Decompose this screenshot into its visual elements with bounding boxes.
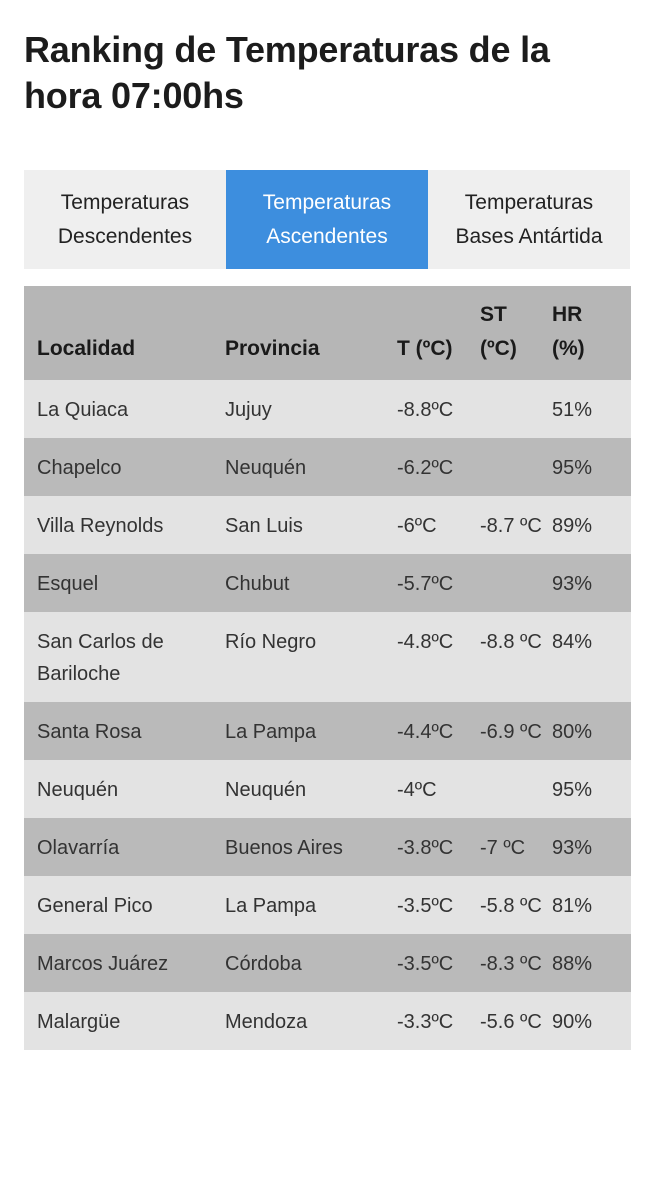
cell-provincia: Neuquén bbox=[225, 457, 307, 479]
table-body bbox=[24, 380, 631, 1050]
cell-sensacion-termica: -5.8 ºC bbox=[480, 895, 542, 917]
cell-humedad-relativa: 95% bbox=[552, 779, 593, 801]
table-header-row bbox=[24, 286, 631, 380]
cell-humedad-relativa: 90% bbox=[552, 1011, 593, 1033]
cell-sensacion-termica: -8.7 ºC bbox=[480, 515, 542, 537]
cell-sensacion-termica: -7 ºC bbox=[480, 837, 526, 859]
table-row bbox=[24, 818, 631, 876]
cell-temperature: -3.3ºC bbox=[397, 1011, 454, 1033]
cell-localidad: San Carlos de Bariloche bbox=[37, 631, 164, 685]
cell-temperature: -3.5ºC bbox=[397, 895, 454, 917]
cell-sensacion-termica: -8.8 ºC bbox=[480, 631, 542, 653]
cell-sensacion-termica bbox=[477, 380, 549, 438]
cell-provincia: Mendoza bbox=[225, 1011, 308, 1033]
column-header-humedad-relativa bbox=[549, 286, 631, 380]
cell-sensacion-termica: -8.3 ºC bbox=[480, 953, 542, 975]
cell-humedad-relativa: 95% bbox=[552, 457, 593, 479]
tab-label: Temperaturas Bases Antártida bbox=[455, 190, 603, 248]
cell-temperature: -5.7ºC bbox=[397, 573, 454, 595]
cell-temperature: -3.8ºC bbox=[397, 837, 454, 859]
column-header-hr-label: HR (%) bbox=[552, 303, 585, 360]
page-title: Ranking de Temperaturas de la hora 07:00hs bbox=[24, 29, 550, 116]
cell-humedad-relativa: 93% bbox=[552, 837, 593, 859]
cell-temperature: -3.5ºC bbox=[397, 953, 454, 975]
cell-localidad: Marcos Juárez bbox=[37, 953, 169, 975]
column-header-provincia: Provincia bbox=[225, 337, 320, 360]
cell-provincia: Jujuy bbox=[225, 399, 272, 421]
cell-humedad-relativa: 51% bbox=[552, 399, 593, 421]
cell-humedad-relativa: 84% bbox=[552, 631, 593, 653]
table-header bbox=[24, 286, 631, 380]
ranking-table bbox=[24, 286, 631, 1050]
table-row bbox=[24, 380, 631, 438]
table-row bbox=[24, 612, 631, 702]
cell-humedad-relativa: 89% bbox=[552, 515, 593, 537]
cell-localidad: Esquel bbox=[37, 573, 99, 595]
tab-label: Temperaturas Ascendentes bbox=[262, 190, 392, 248]
cell-humedad-relativa: 80% bbox=[552, 721, 593, 743]
table-row bbox=[24, 760, 631, 818]
cell-temperature: -4.4ºC bbox=[397, 721, 454, 743]
table-row bbox=[24, 702, 631, 760]
table-row bbox=[24, 934, 631, 992]
cell-temperature: -6.2ºC bbox=[397, 457, 454, 479]
cell-provincia: Córdoba bbox=[225, 953, 302, 975]
cell-sensacion-termica: -6.9 ºC bbox=[480, 721, 542, 743]
table-row bbox=[24, 554, 631, 612]
table-row bbox=[24, 992, 631, 1050]
cell-provincia: Chubut bbox=[225, 573, 290, 595]
cell-provincia: Río Negro bbox=[225, 631, 317, 653]
column-header-sensacion-termica bbox=[477, 286, 549, 380]
cell-sensacion-termica bbox=[477, 438, 549, 496]
cell-sensacion-termica bbox=[477, 554, 549, 612]
cell-sensacion-termica: -5.6 ºC bbox=[480, 1011, 542, 1033]
cell-localidad: Chapelco bbox=[37, 457, 122, 479]
cell-provincia: Neuquén bbox=[225, 779, 307, 801]
cell-temperature: -4ºC bbox=[397, 779, 437, 801]
cell-localidad: Neuquén bbox=[37, 779, 119, 801]
cell-humedad-relativa: 88% bbox=[552, 953, 593, 975]
tab-temperaturas-ascendentes[interactable] bbox=[226, 170, 428, 269]
cell-localidad: Villa Reynolds bbox=[37, 515, 164, 537]
cell-temperature: -4.8ºC bbox=[397, 631, 454, 653]
column-header-localidad: Localidad bbox=[37, 337, 136, 360]
cell-provincia: San Luis bbox=[225, 515, 303, 537]
cell-provincia: Buenos Aires bbox=[225, 837, 343, 859]
cell-localidad: Olavarría bbox=[37, 837, 120, 859]
tab-temperaturas-descendentes[interactable] bbox=[24, 170, 226, 269]
cell-temperature: -6ºC bbox=[397, 515, 437, 537]
cell-temperature: -8.8ºC bbox=[397, 399, 454, 421]
tab-temperaturas-bases-antartida[interactable] bbox=[428, 170, 630, 269]
column-header-st-label: ST (ºC) bbox=[480, 303, 517, 360]
cell-provincia: La Pampa bbox=[225, 895, 317, 917]
cell-humedad-relativa: 93% bbox=[552, 573, 593, 595]
cell-humedad-relativa: 81% bbox=[552, 895, 593, 917]
cell-localidad: Santa Rosa bbox=[37, 721, 142, 743]
cell-localidad: General Pico bbox=[37, 895, 153, 917]
table-row bbox=[24, 438, 631, 496]
table-row bbox=[24, 496, 631, 554]
table-row bbox=[24, 876, 631, 934]
cell-sensacion-termica bbox=[477, 760, 549, 818]
tab-label: Temperaturas Descendentes bbox=[57, 190, 193, 248]
tab-bar bbox=[24, 170, 630, 269]
cell-provincia: La Pampa bbox=[225, 721, 317, 743]
column-header-temperature: T (ºC) bbox=[397, 337, 453, 360]
cell-localidad: Malargüe bbox=[37, 1011, 121, 1033]
cell-localidad: La Quiaca bbox=[37, 399, 129, 421]
